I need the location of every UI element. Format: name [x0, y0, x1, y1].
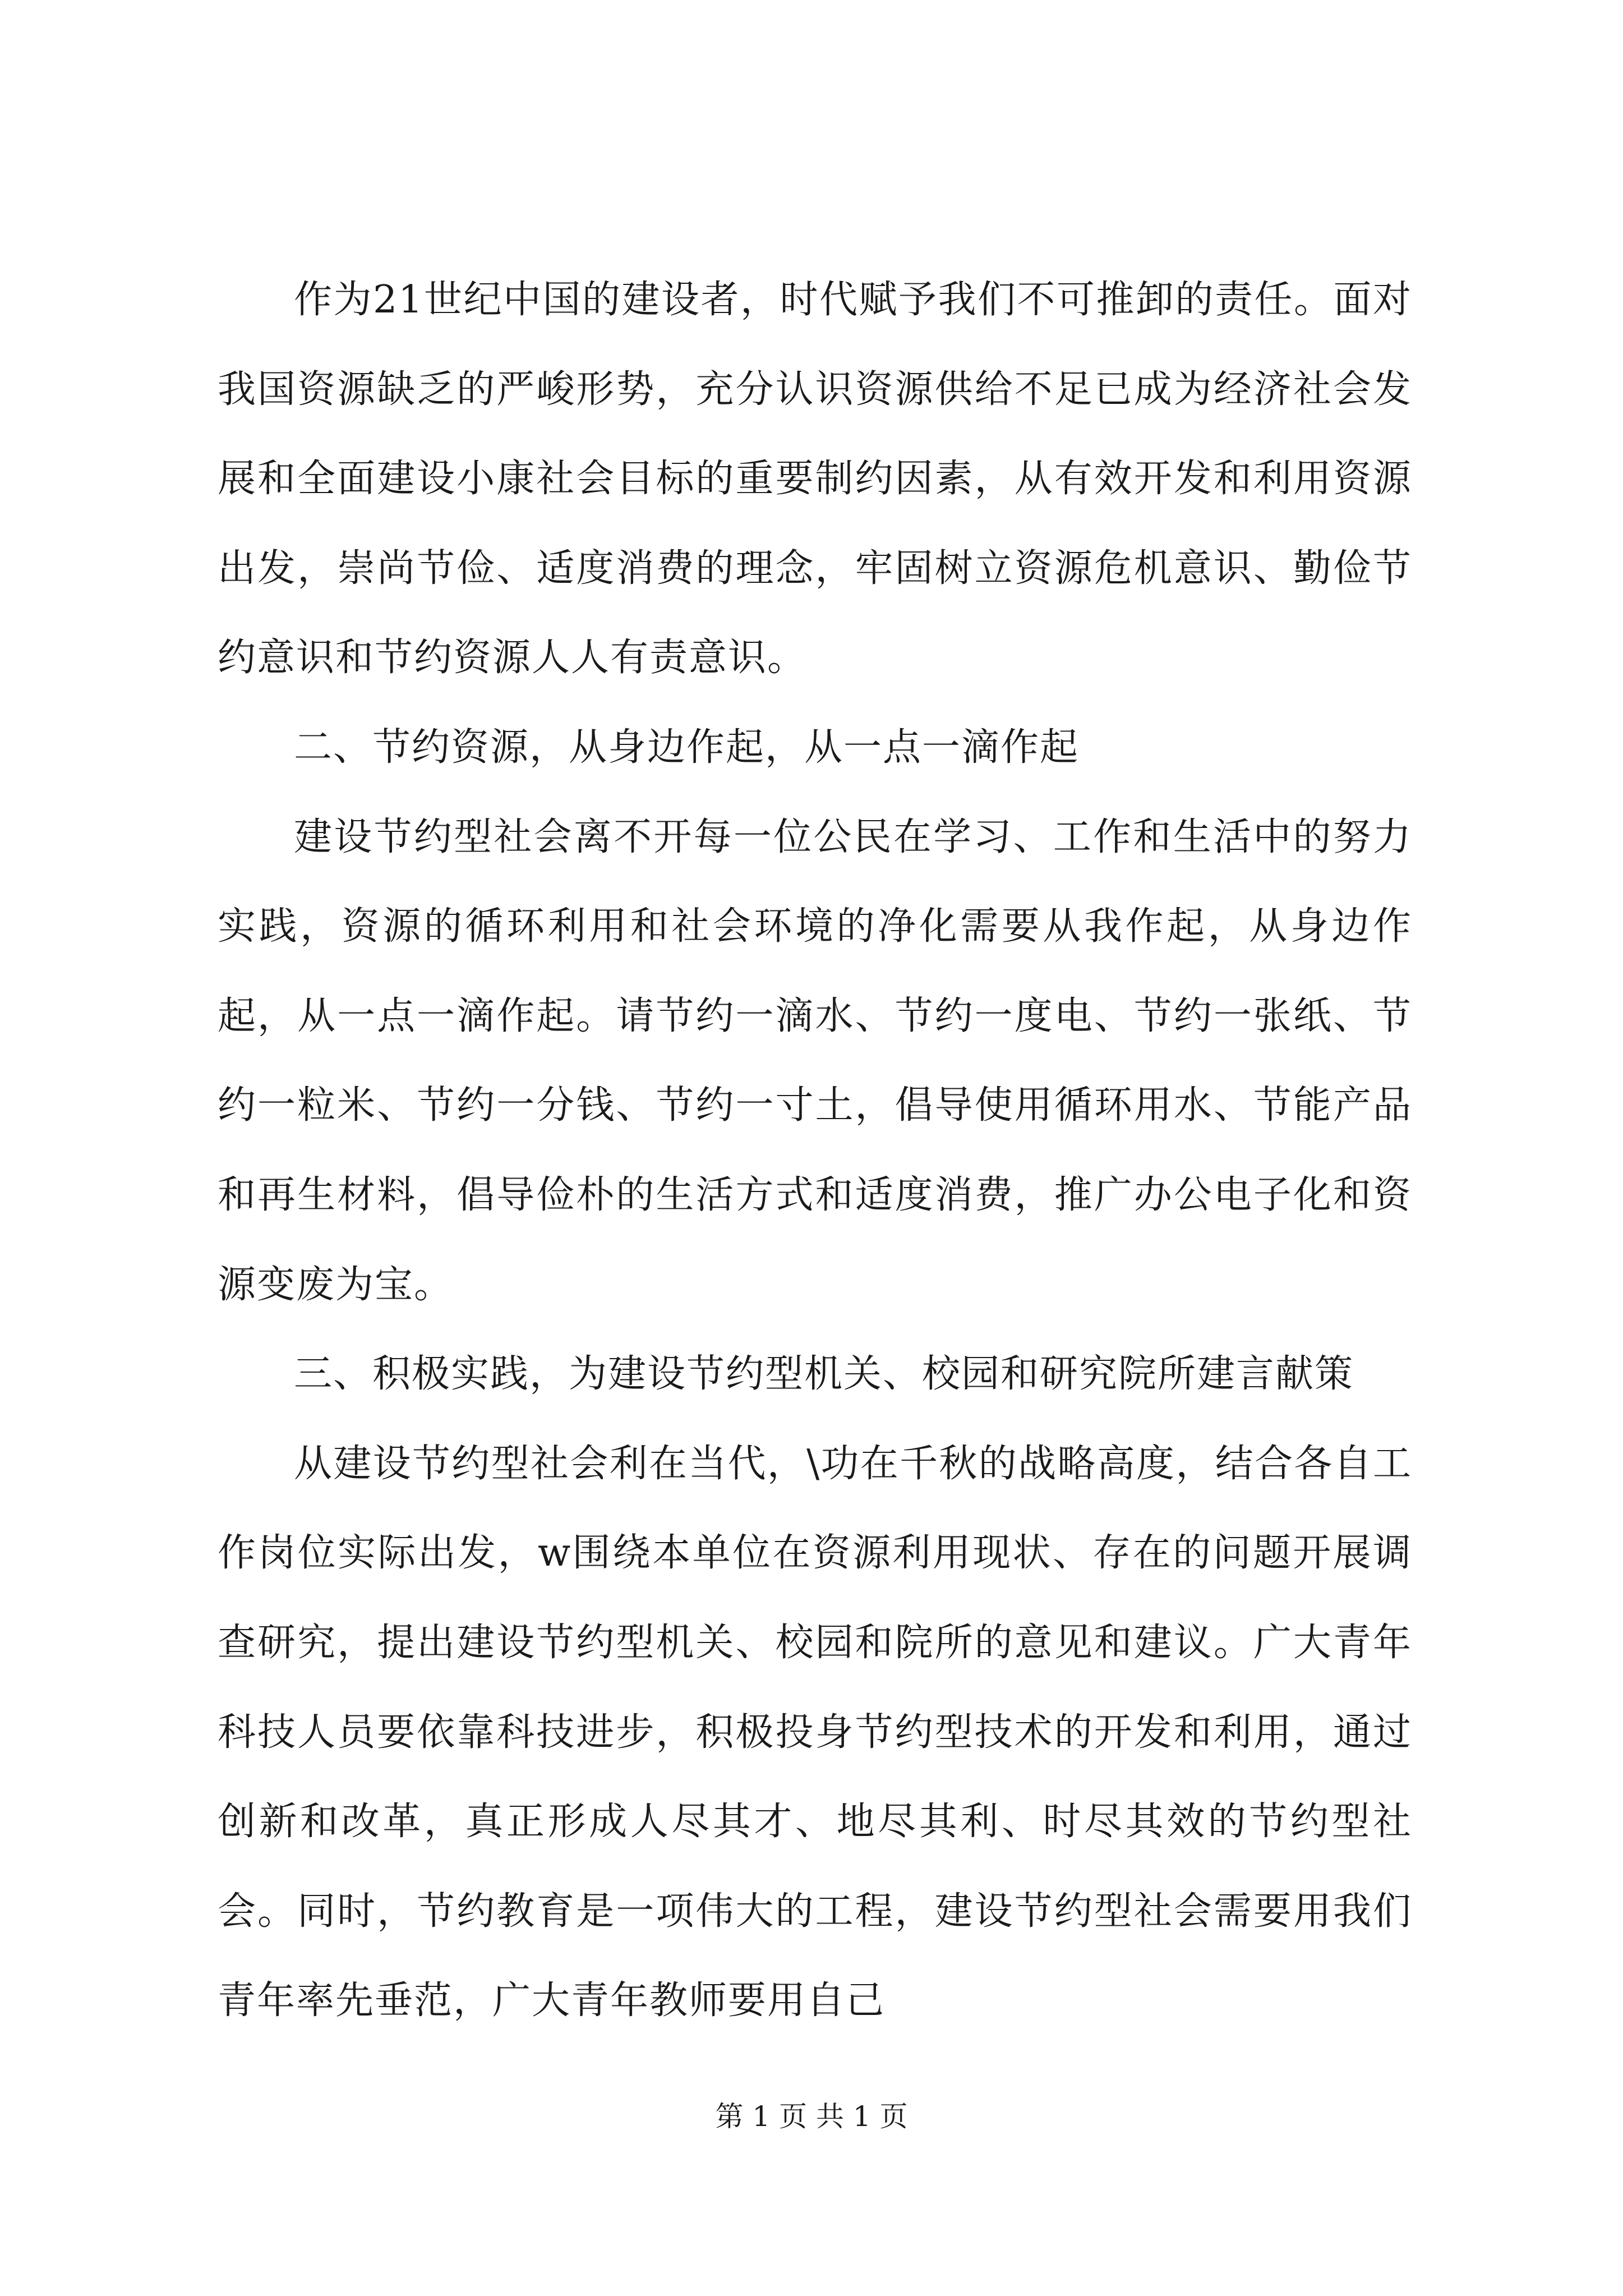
- section-heading-two: 二、节约资源，从身边作起，从一点一滴作起: [294, 725, 1080, 770]
- paragraph-save-resources: 建设节约型社会离不开每一位公民在学习、工作和生活中的努力实践，资源的循环利用和社会环境的净化需要从我作起，从身边作起，从一点一滴作起。请节约一滴水、节约一度电、节约一张纸、节约一粒米、节约一分钱、节约一寸土，倡导使用循环用水、节能产品和再生材料，倡导俭朴的生活方式和适度消费，推广办公电子化和资源变废为宝。: [218, 815, 1412, 1307]
- paragraph-practice-suggestions: 从建设节约型社会利在当代，\功在千秋的战略高度，结合各自工作岗位实际出发，w围绕本单位在资源利用现状、存在的问题开展调查研究，提出建设节约型机关、校园和院所的意见和建议。广大青年科技人员要依靠科技进步，积极投身节约型技术的开发和利用，通过创新和改革，真正形成人尽其才、地尽其利、时尽其效的节约型社会。同时，节约教育是一项伟大的工程，建设节约型社会需要用我们青年率先垂范，广大青年教师要用自己: [218, 1441, 1412, 2023]
- section-heading-three: 三、积极实践，为建设节约型机关、校园和研究院所建言献策: [294, 1352, 1354, 1397]
- document-body: [218, 255, 1412, 2046]
- paragraph-intro-responsibility: 作为21世纪中国的建设者，时代赋予我们不可推卸的责任。面对我国资源缺乏的严峻形势，充分认识资源供给不足已成为经济社会发展和全面建设小康社会目标的重要制约因素，从有效开发和利用资源出发，崇尚节俭、适度消费的理念，牢固树立资源危机意识、勤俭节约意识和节约资源人人有责意识。: [218, 278, 1412, 680]
- page-number-label: 第 1 页 共 1 页: [715, 2100, 908, 2133]
- page-footer: [0, 2097, 1623, 2136]
